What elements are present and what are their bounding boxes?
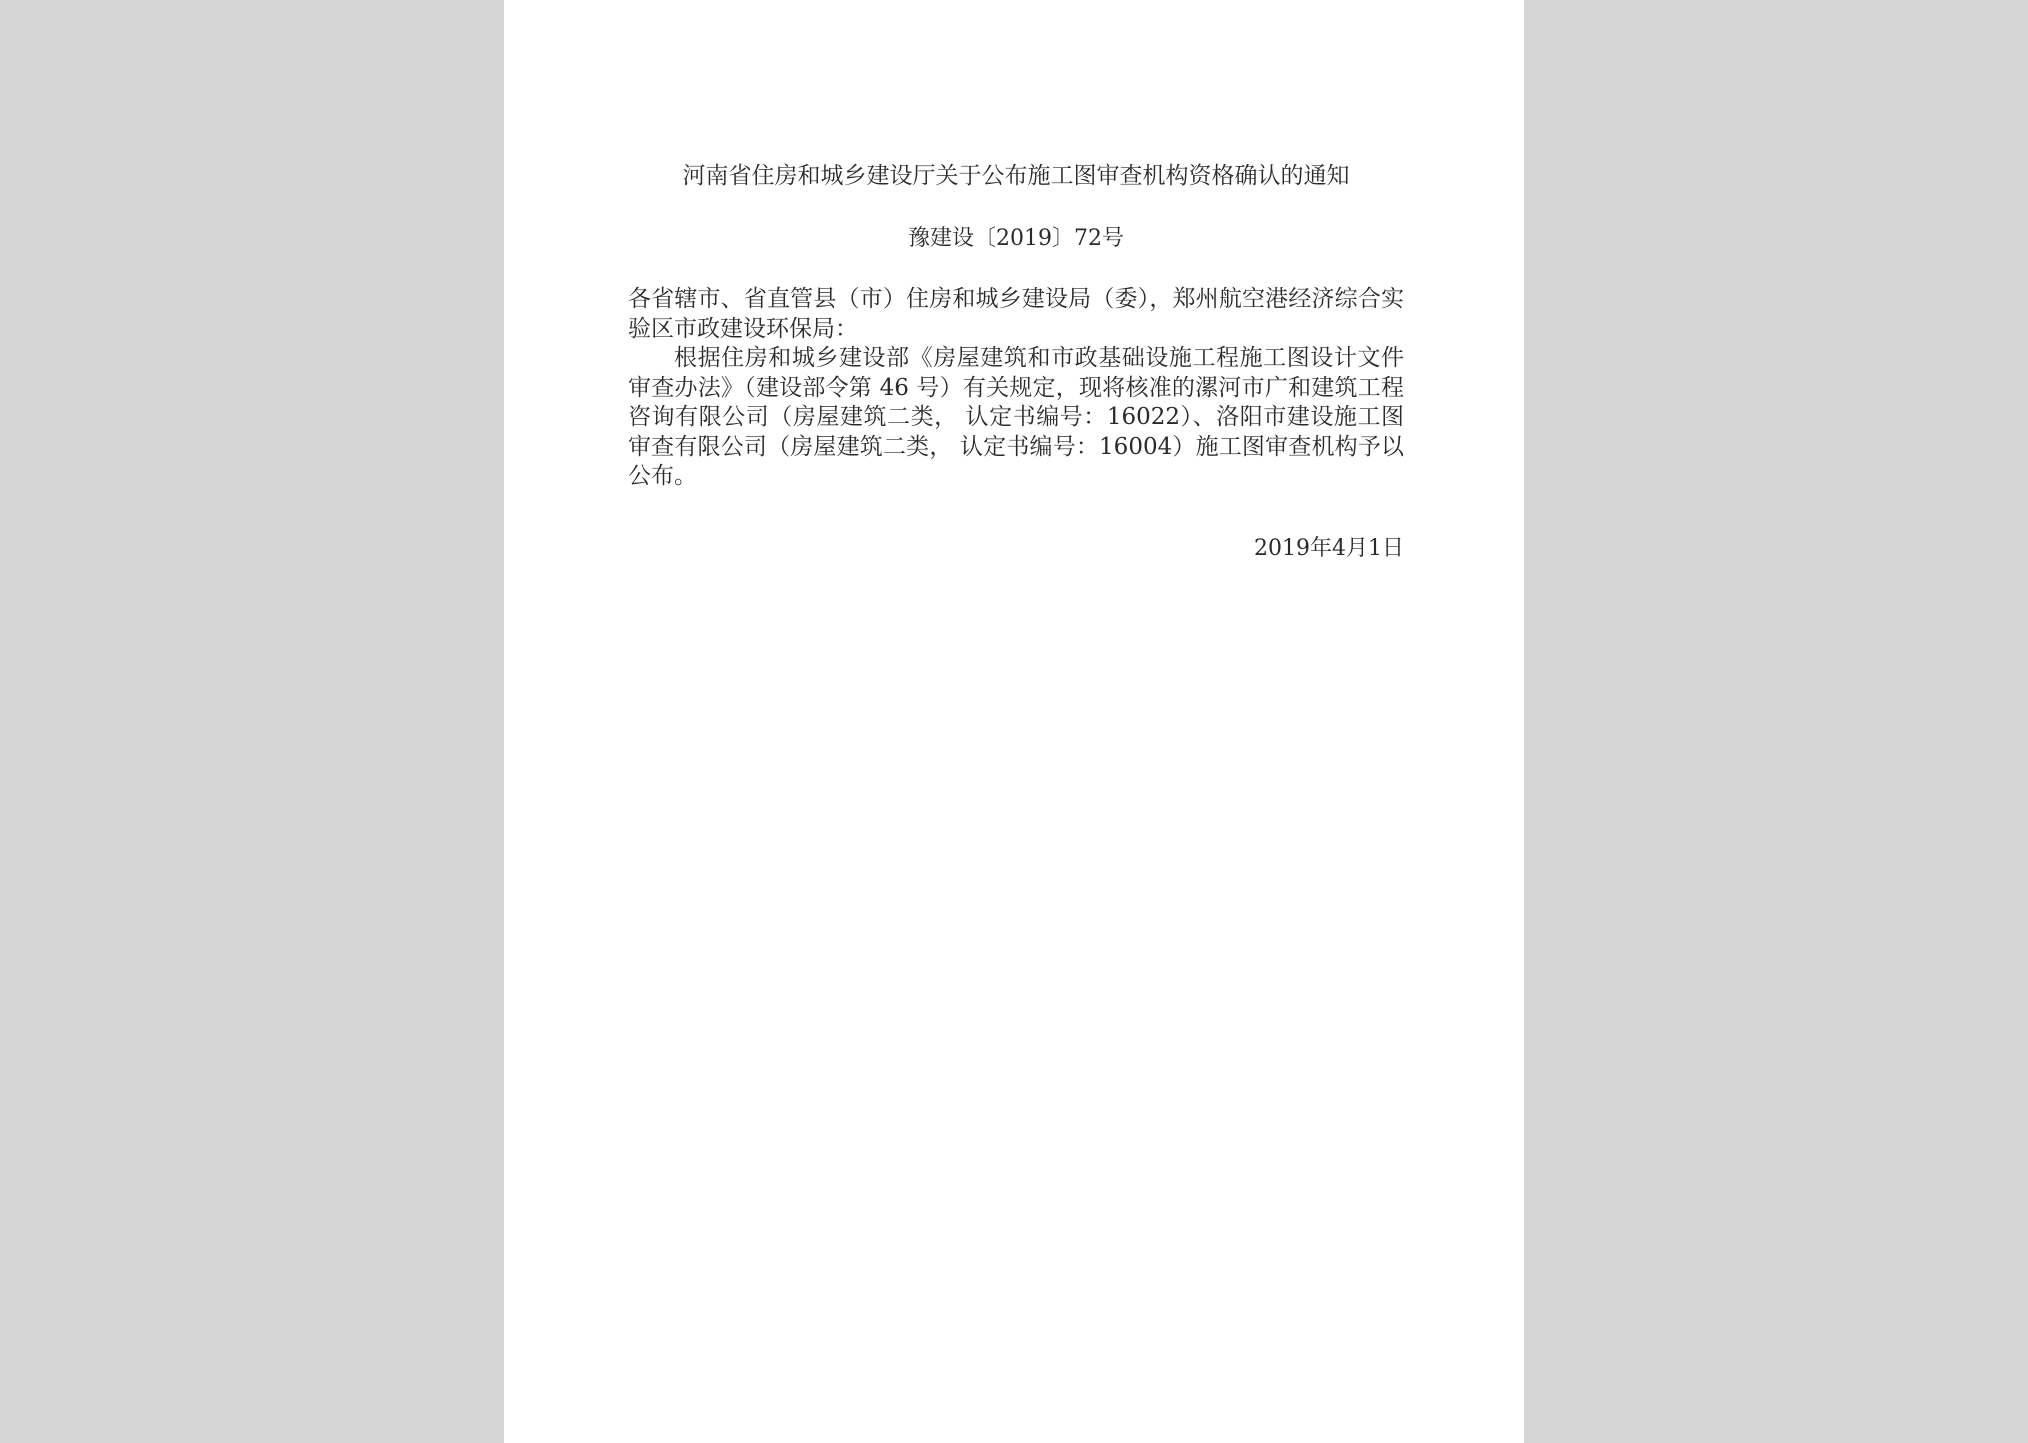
document-page [504,0,1524,1443]
body-paragraph: 根据住房和城乡建设部《房屋建筑和市政基础设施工程施工图设计文件审查办法》（建设部令第 46 号）有关规定，现将核准的漯河市广和建筑工程咨询有限公司（房屋建筑二类， 认定书编号：16022）、洛阳市建设施工图审查有限公司（房屋建筑二类， 认定书编号：16004）施工图审查机构予以公布。 [628,345,1404,489]
document-number: 豫建设〔2019〕72号 [908,226,1124,251]
document-body [628,285,1404,492]
document-date: 2019年4月1日 [1254,536,1404,561]
addressee: 各省辖市、省直管县（市）住房和城乡建设局（委），郑州航空港经济综合实验区市政建设环保局： [628,286,1404,342]
document-title: 河南省住房和城乡建设厅关于公布施工图审查机构资格确认的通知 [682,163,1350,189]
